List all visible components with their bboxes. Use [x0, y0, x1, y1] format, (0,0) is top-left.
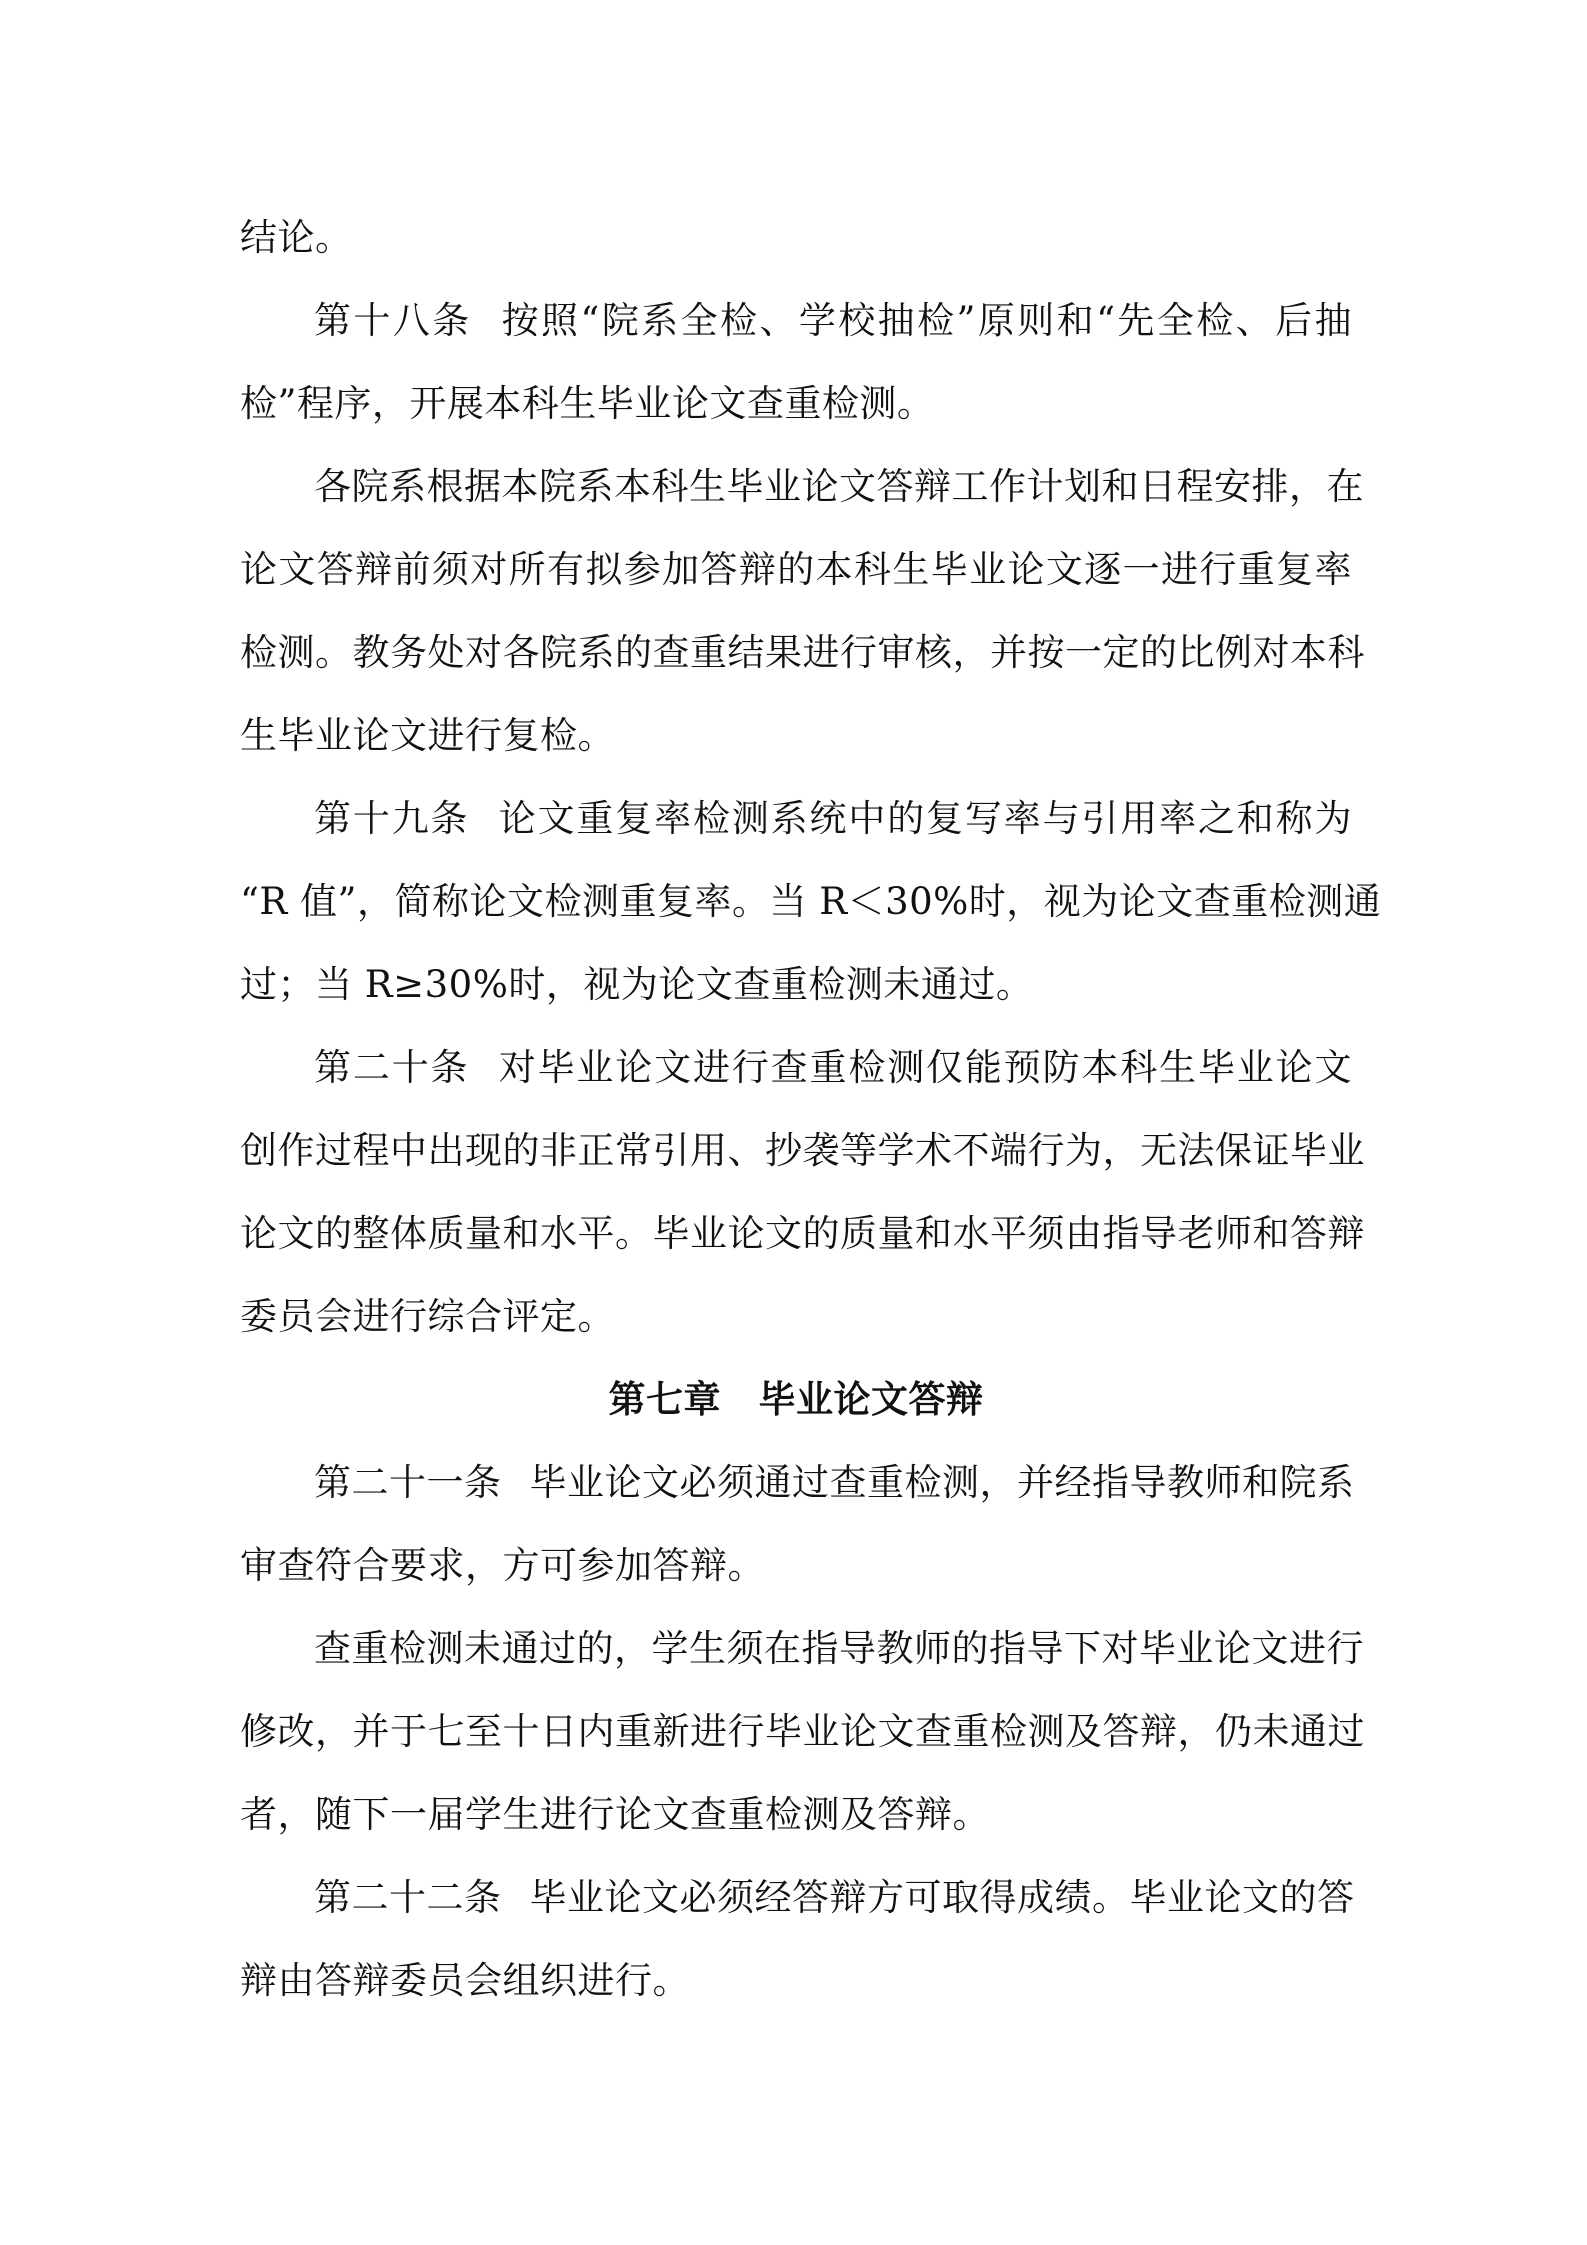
article-20-line: 论文的整体质量和水平。毕业论文的质量和水平须由指导老师和答辩	[240, 1212, 1365, 1255]
paragraph-line: 检测。教务处对各院系的查重结果进行审核，并按一定的比例对本科	[240, 631, 1365, 674]
article-20-line: 创作过程中出现的非正常引用、抄袭等学术不端行为，无法保证毕业	[240, 1129, 1365, 1172]
article-18-first-line	[240, 279, 1352, 362]
article-18-number: 第十八条	[314, 299, 472, 342]
article-20-number: 第二十条	[314, 1046, 470, 1089]
article-19-number: 第十九条	[314, 797, 470, 840]
article-19-text: 论文重复率检测系统中的复写率与引用率之和称为	[497, 797, 1353, 840]
article-19-first-line	[240, 777, 1352, 860]
article-20-first-line	[240, 1026, 1352, 1109]
paragraph-line: 各院系根据本院系本科生毕业论文答辩工作计划和日程安排，在	[314, 465, 1364, 508]
article-19-line: 过；当 R≥30%时，视为论文查重检测未通过。	[240, 963, 1034, 1006]
article-22-number: 第二十二条	[314, 1876, 502, 1919]
paragraph-line: 论文答辩前须对所有拟参加答辩的本科生毕业论文逐一进行重复率	[240, 548, 1352, 591]
paragraph-line: 修改，并于七至十日内重新进行毕业论文查重检测及答辩，仍未通过	[240, 1710, 1365, 1753]
article-18-line: 检”程序，开展本科生毕业论文查重检测。	[240, 382, 935, 425]
paragraph-line: 者，随下一届学生进行论文查重检测及答辩。	[240, 1793, 990, 1836]
intro-line: 结论。	[240, 216, 353, 259]
paragraph-line: 生毕业论文进行复检。	[240, 714, 615, 757]
article-22-line: 辩由答辩委员会组织进行。	[240, 1959, 690, 2002]
article-21-first-line	[240, 1441, 1355, 1524]
article-19-line: “R 值”，简称论文检测重复率。当 R＜30%时，视为论文查重检测通	[240, 880, 1382, 923]
article-20-line: 委员会进行综合评定。	[240, 1295, 615, 1338]
article-18-text: 按照“院系全检、学校抽检”原则和“先全检、后抽	[499, 299, 1353, 342]
paragraph-line: 查重检测未通过的，学生须在指导教师的指导下对毕业论文进行	[314, 1627, 1364, 1670]
article-22-first-line	[240, 1856, 1355, 1939]
article-21-line: 审查符合要求，方可参加答辩。	[240, 1544, 765, 1587]
chapter-7-title: 第七章 毕业论文答辩	[608, 1377, 984, 1421]
document-body	[240, 196, 1382, 2022]
article-22-text: 毕业论文必须经答辩方可取得成绩。毕业论文的答	[529, 1876, 1355, 1919]
article-20-text: 对毕业论文进行查重检测仅能预防本科生毕业论文	[497, 1046, 1353, 1089]
article-21-number: 第二十一条	[314, 1461, 502, 1504]
article-21-text: 毕业论文必须通过查重检测，并经指导教师和院系	[529, 1461, 1355, 1504]
